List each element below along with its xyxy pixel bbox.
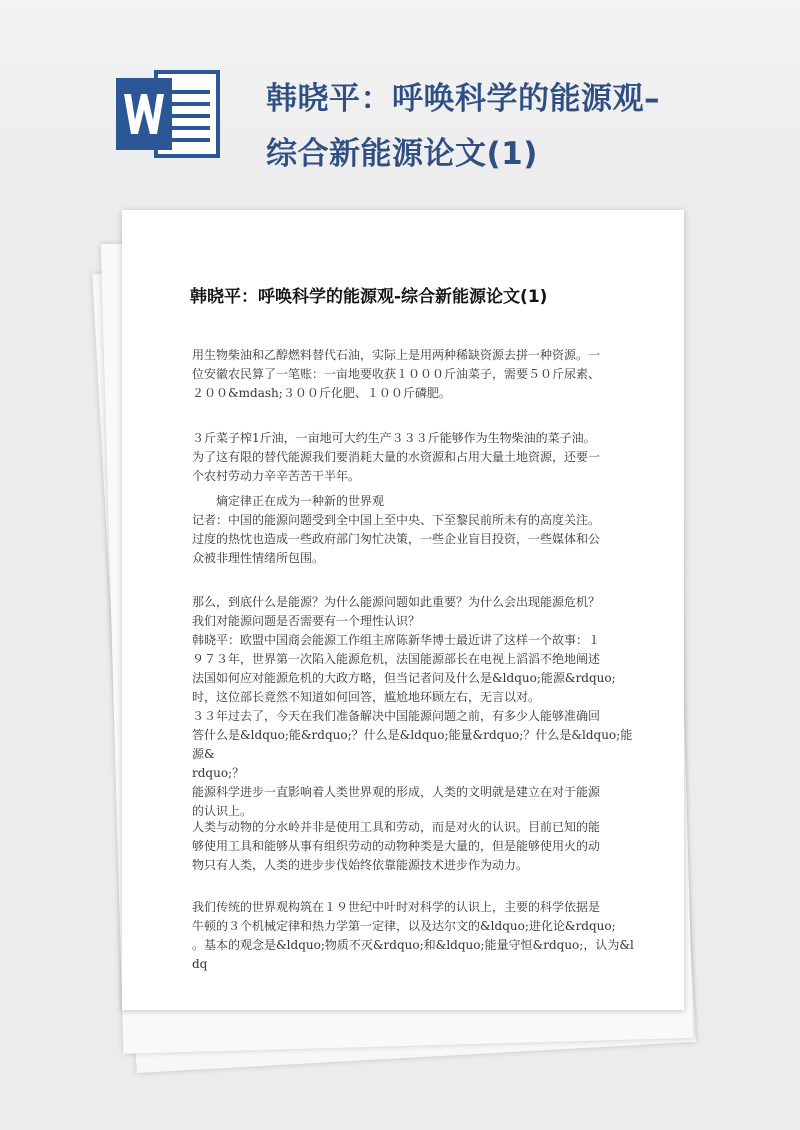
text-line: 够使用工具和能够从事有组织劳动的动物种类是大量的，但是能够使用火的动 <box>192 839 601 853</box>
text-line: 为了这有限的替代能源我们要消耗大量的水资源和占用大量土地资源，还要一 <box>192 450 601 464</box>
text-line: 的认识上。 <box>192 804 253 818</box>
text-line: 法国如何应对能源危机的大政方略，但当记者问及什么是&ldquo;能源&rdquo; <box>192 671 616 685</box>
text-line: 位安徽农民算了一笔账：一亩地要收获１０００斤油菜子，需要５０斤尿素、 <box>192 367 601 381</box>
text-line: 答什么是&ldquo;能&rdquo;？什么是&ldquo;能量&rdquo;？什么是&ldquo;能源& <box>192 728 633 761</box>
paragraph <box>192 511 636 568</box>
text-line: 时，这位部长竟然不知道如何回答，尴尬地环顾左右，无言以对。 <box>192 690 541 704</box>
paragraph <box>192 898 636 974</box>
document-title: 韩晓平：呼唤科学的能源观-综合新能源论文(1) <box>190 287 548 307</box>
text-line: 众被非理性情绪所包围。 <box>192 551 325 565</box>
text-line: 。基本的观念是&ldquo;物质不灭&rdquo;和&ldquo;能量守恒&rdquo;，认为&ldq <box>192 938 634 971</box>
text-line: 我们对能源问题是否需要有一个理性认识？ <box>192 614 421 628</box>
text-line: ３斤菜子榨1斤油，一亩地可大约生产３３３斤能够作为生物柴油的菜子油。 <box>192 431 596 445</box>
text-line: 我们传统的世界观构筑在１９世纪中叶时对科学的认识上，主要的科学依据是 <box>192 900 601 914</box>
text-line: 记者：中国的能源问题受到全中国上至中央、下至黎民前所未有的高度关注。 <box>192 513 601 527</box>
word-document-icon <box>112 64 224 164</box>
text-line: 过度的热忱也造成一些政府部门匆忙决策，一些企业盲目投资，一些媒体和公 <box>192 532 601 546</box>
text-line: ９７３年，世界第一次陷入能源危机，法国能源部长在电视上滔滔不绝地阐述 <box>192 652 601 666</box>
header-banner <box>0 0 800 200</box>
paragraph <box>192 818 636 875</box>
banner-title <box>266 72 686 182</box>
text-line: 那么，到底什么是能源？为什么能源问题如此重要？为什么会出现能源危机？ <box>192 595 601 609</box>
banner-title-line-1: 韩晓平：呼唤科学的能源观– <box>266 81 660 117</box>
text-line: 用生物柴油和乙醇燃料替代石油，实际上是用两种稀缺资源去拼一种资源。一 <box>192 348 601 362</box>
paragraph <box>192 346 636 403</box>
text-line: 个农村劳动力辛辛苦苦干半年。 <box>192 469 361 483</box>
text-line: 熵定律正在成为一种新的世界观 <box>216 494 385 508</box>
paragraph <box>192 429 636 486</box>
paragraph <box>192 593 636 821</box>
section-heading <box>192 492 636 511</box>
text-line: ２００&mdash;３００斤化肥、１００斤磷肥。 <box>192 386 451 400</box>
document-page <box>122 210 684 1010</box>
text-line: 牛顿的３个机械定律和热力学第一定律，以及达尔文的&ldquo;进化论&rdquo; <box>192 919 616 933</box>
text-line: 韩晓平：欧盟中国商会能源工作组主席陈新华博士最近讲了这样一个故事：１ <box>192 633 601 647</box>
text-line: 人类与动物的分水岭并非是使用工具和劳动，而是对火的认识。目前已知的能 <box>192 820 601 834</box>
text-line: 物只有人类，人类的进步步伐始终依靠能源技术进步作为动力。 <box>192 858 529 872</box>
text-line: rdquo;？ <box>192 766 245 780</box>
banner-title-line-2: 综合新能源论文(1) <box>266 136 538 172</box>
text-line: ３３年过去了，今天在我们准备解决中国能源问题之前，有多少人能够准确回 <box>192 709 601 723</box>
text-line: 能源科学进步一直影响着人类世界观的形成，人类的文明就是建立在对于能源 <box>192 785 601 799</box>
